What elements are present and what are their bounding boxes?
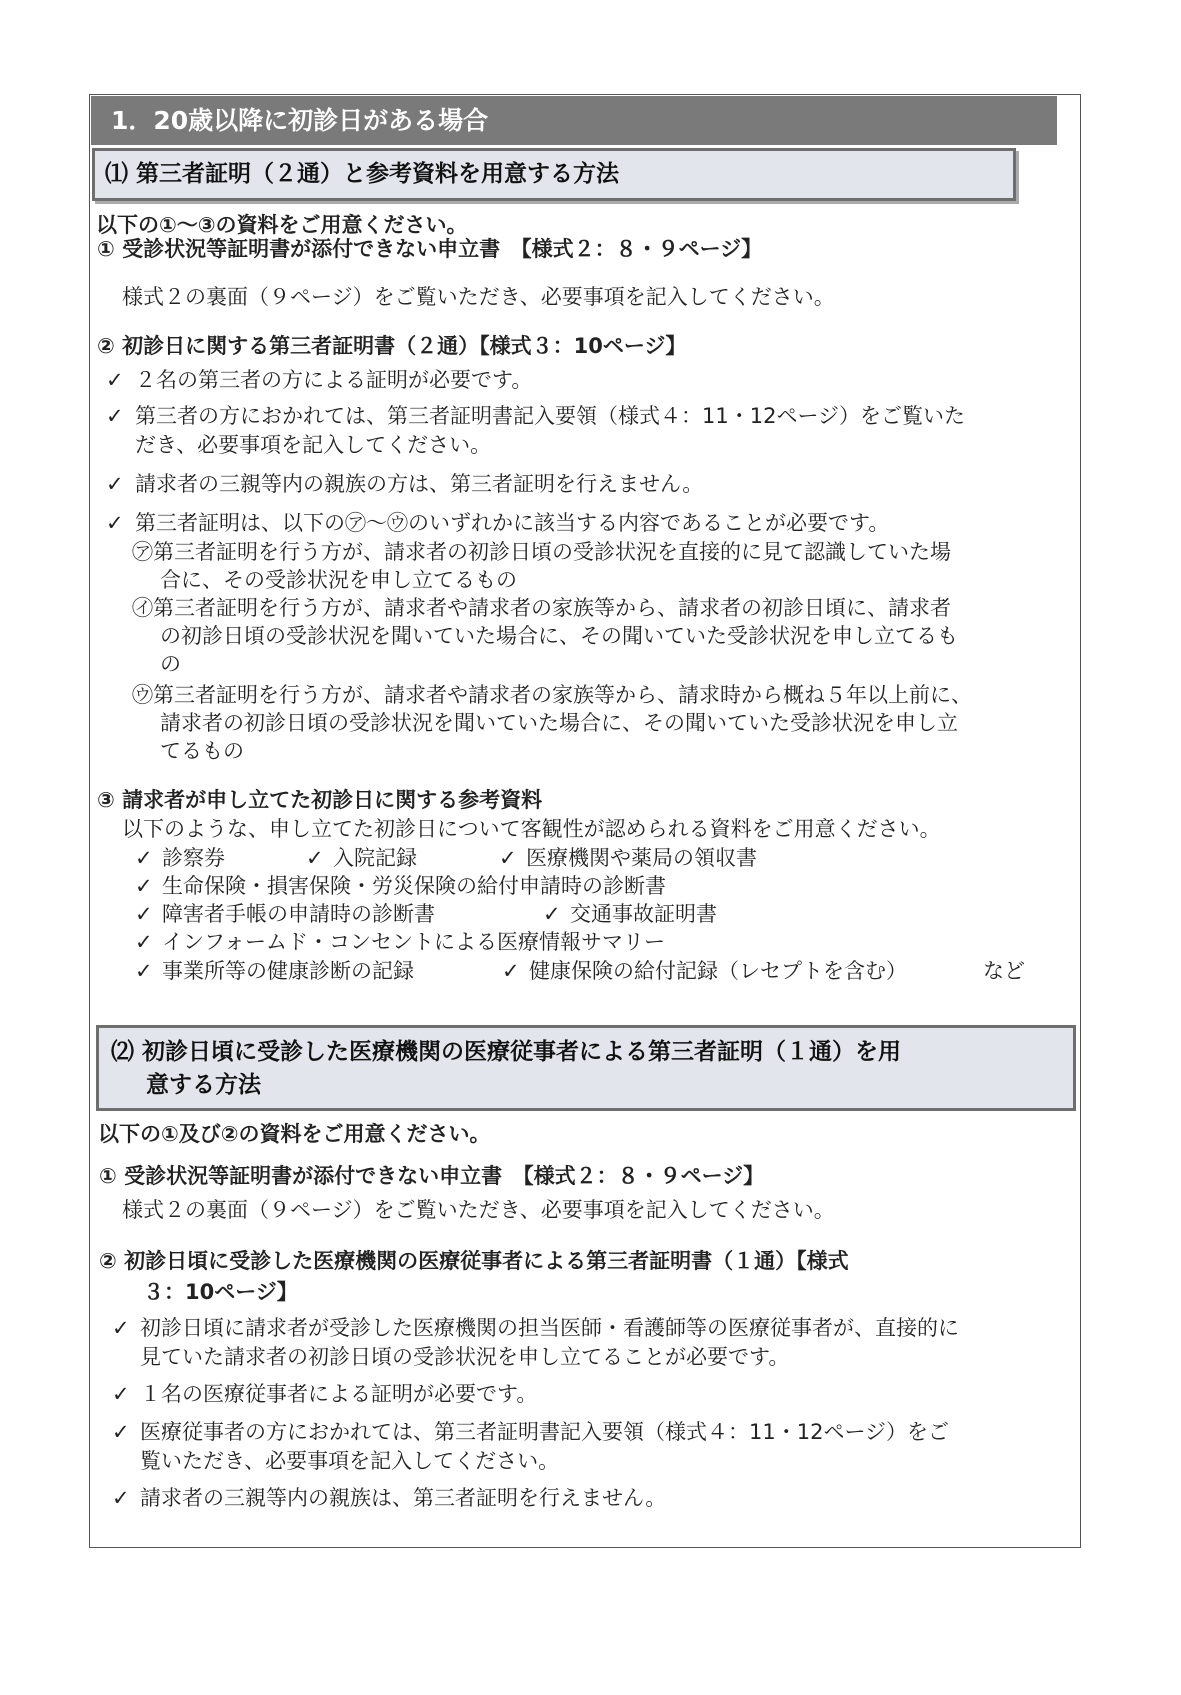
section2-item1-desc: 様式２の裏面（９ページ）をご覧いただき、必要事項を記入してください。 (122, 1198, 835, 1222)
s1-check-2: 第三者の方におかれては、第三者証明書記入要領（様式４：11・12ページ）をご覧いた (135, 404, 966, 428)
check-icon: ✓ (135, 902, 153, 926)
section2-heading-line2: 意する方法 (146, 1072, 261, 1098)
doc-item: 入院記録 (333, 846, 417, 870)
check-icon: ✓ (112, 1382, 130, 1406)
condition-b-cont2: の (160, 652, 181, 676)
condition-c: ㋒第三者証明を行う方が、請求者や請求者の家族等から、請求時から概ね５年以上前に、 (132, 683, 972, 707)
section2-heading-line1: ⑵ 初診日頃に受診した医療機関の医療従事者による第三者証明（１通）を用 (111, 1039, 902, 1065)
check-icon: ✓ (106, 404, 124, 428)
check-icon: ✓ (306, 846, 324, 870)
condition-a-cont: 合に、その受診状況を申し立てるもの (160, 568, 517, 592)
section2-item2-title: ② 初診日頃に受診した医療機関の医療従事者による第三者証明書（１通）【様式 (99, 1249, 849, 1273)
doc-item: 健康保険の給付記録（レセプトを含む） (529, 959, 907, 983)
check-icon: ✓ (135, 930, 153, 954)
s1-check-1: ２名の第三者の方による証明が必要です。 (135, 368, 533, 392)
condition-a: ㋐第三者証明を行う方が、請求者の初診日頃の受診状況を直接的に見て認識していた場 (132, 540, 951, 564)
page-title: 1．20歳以降に初診日がある場合 (91, 96, 1057, 145)
check-icon: ✓ (112, 1316, 130, 1340)
section1-heading-text: ⑴ 第三者証明（２通）と参考資料を用意する方法 (105, 161, 620, 187)
section1-item2-title: ② 初診日に関する第三者証明書（２通）【様式３：10ページ】 (97, 334, 687, 358)
condition-c-cont1: 請求者の初診日頃の受診状況を聞いていた場合に、その聞いていた受診状況を申し立 (160, 711, 958, 735)
doc-item: インフォームド・コンセントによる医療情報サマリー (162, 930, 665, 954)
s2-check-4: 請求者の三親等内の親族は、第三者証明を行えません。 (140, 1486, 667, 1510)
check-icon: ✓ (135, 874, 153, 898)
section2-item1-title: ① 受診状況等証明書が添付できない申立書 【様式２：８・９ページ】 (99, 1164, 765, 1188)
s2-check-1: 初診日頃に請求者が受診した医療機関の担当医師・看護師等の医療従事者が、直接的に (140, 1316, 959, 1340)
check-icon: ✓ (112, 1420, 130, 1444)
section1-item3-title: ③ 請求者が申し立てた初診日に関する参考資料 (97, 788, 543, 812)
check-icon: ✓ (499, 846, 517, 870)
check-icon: ✓ (106, 511, 124, 535)
doc-item: 障害者手帳の申請時の診断書 (162, 902, 435, 926)
s1-check-3: 請求者の三親等内の親族の方は、第三者証明を行えません。 (135, 472, 704, 496)
check-icon: ✓ (106, 472, 124, 496)
check-icon: ✓ (135, 846, 153, 870)
s1-check-4: 第三者証明は、以下の㋐～㋒のいずれかに該当する内容であることが必要です。 (135, 511, 890, 535)
section2-intro: 以下の①及び②の資料をご用意ください。 (98, 1122, 491, 1146)
check-icon: ✓ (106, 368, 124, 392)
doc-item: 医療機関や薬局の領収書 (526, 846, 757, 870)
section1-heading (92, 148, 1016, 201)
check-icon: ✓ (135, 959, 153, 983)
s2-check-3: 医療従事者の方におかれては、第三者証明書記入要領（様式４：11・12ページ）をご (140, 1420, 950, 1444)
check-icon: ✓ (112, 1486, 130, 1510)
s2-check-2: １名の医療従事者による証明が必要です。 (140, 1382, 538, 1406)
section1-intro: 以下の①～③の資料をご用意ください。 (96, 213, 468, 237)
doc-etc: など (983, 959, 1025, 983)
check-icon: ✓ (502, 959, 520, 983)
condition-b-cont1: の初診日頃の受診状況を聞いていた場合に、その聞いていた受診状況を申し立てるも (160, 624, 958, 648)
doc-item: 生命保険・損害保険・労災保険の給付申請時の診断書 (162, 874, 666, 898)
s2-check-1-cont: 見ていた請求者の初診日頃の受診状況を申し立てることが必要です。 (140, 1345, 790, 1369)
doc-item: 診察券 (162, 846, 225, 870)
section1-item3-desc: 以下のような、申し立てた初診日について客観性が認められる資料をご用意ください。 (122, 817, 941, 841)
condition-c-cont2: てるもの (160, 739, 244, 763)
check-icon: ✓ (543, 902, 561, 926)
s1-check-2-cont: だき、必要事項を記入してください。 (135, 433, 492, 457)
section2-item2-title-cont: ３：10ページ】 (143, 1280, 298, 1304)
condition-b: ㋑第三者証明を行う方が、請求者や請求者の家族等から、請求者の初診日頃に、請求者 (132, 596, 951, 620)
section2-heading (96, 1025, 1076, 1111)
section1-item1-desc: 様式２の裏面（９ページ）をご覧いただき、必要事項を記入してください。 (122, 285, 835, 309)
s2-check-3-cont: 覧いただき、必要事項を記入してください。 (140, 1449, 560, 1473)
doc-item: 交通事故証明書 (570, 902, 717, 926)
doc-item: 事業所等の健康診断の記録 (162, 959, 414, 983)
section1-item1-title: ① 受診状況等証明書が添付できない申立書 【様式２：８・９ページ】 (97, 237, 763, 261)
